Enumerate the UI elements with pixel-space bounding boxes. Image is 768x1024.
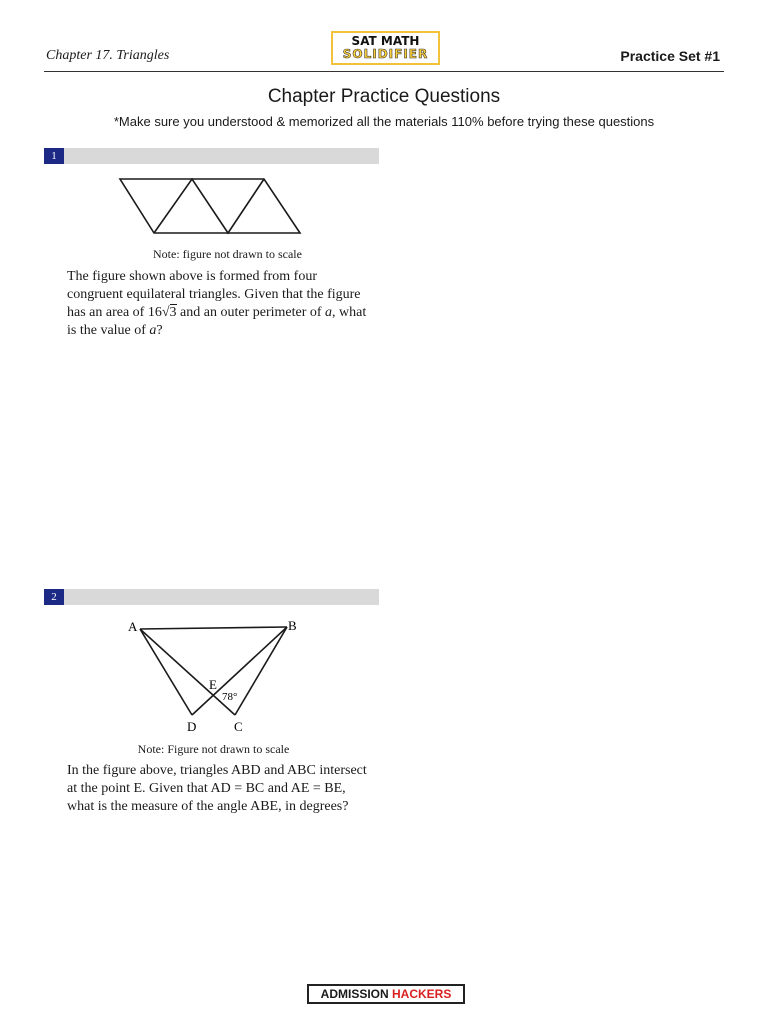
- question-1-text-part2: and an outer perimeter of: [176, 305, 326, 320]
- question-2-header-bar: [44, 589, 379, 605]
- angle-label: 78°: [222, 691, 238, 703]
- label-a: A: [128, 619, 138, 634]
- segment-ad: [140, 629, 192, 715]
- sqrt-expression: √3: [161, 305, 177, 320]
- chapter-label: Chapter 17. Triangles: [46, 48, 170, 63]
- label-d: D: [187, 719, 197, 734]
- sqrt-radicand: 3: [169, 305, 177, 320]
- label-c: C: [234, 719, 243, 734]
- question-2-text: In the figure above, triangles ABD and ABC intersect at the point E. Given that AD = BC and AE = BE, what is the measure of the angle ABE, in degrees?: [67, 763, 367, 814]
- figure-inner-zigzag: [154, 179, 264, 233]
- question-1-text-part3: , what is the value of: [67, 305, 367, 338]
- page-subtitle: *Make sure you understood & memorized all the materials 110% before trying these questions: [113, 114, 655, 129]
- segment-bc: [235, 627, 287, 715]
- footer-brand-part1: ADMISSION: [320, 987, 392, 1001]
- question-1-note: Note: figure not drawn to scale: [153, 247, 302, 261]
- segment-ac: [140, 629, 238, 715]
- question-1-number: 1: [44, 148, 64, 164]
- question-1-text-part1: The figure shown above is formed from four congruent equilateral triangles. Given that the figure has an area of 16: [67, 269, 361, 320]
- header-divider: [44, 71, 724, 72]
- question-1-header-bar: [44, 148, 379, 164]
- page-title: Chapter Practice Questions: [267, 86, 501, 107]
- question-1-text: [67, 268, 372, 340]
- footer-brand-part2: HACKERS: [392, 987, 452, 1001]
- logo-line1: SAT MATH: [351, 34, 420, 48]
- label-b: B: [288, 618, 297, 633]
- question-1-figure: [110, 172, 310, 238]
- question-2-note: Note: Figure not drawn to scale: [137, 742, 290, 756]
- question-2-number: 2: [44, 589, 64, 605]
- logo-line2: SOLIDIFIER: [342, 47, 429, 61]
- sat-math-solidifier-logo: [331, 31, 440, 65]
- question-2-figure: [120, 614, 310, 738]
- practice-set-label: Practice Set #1: [620, 48, 720, 64]
- segment-ab: [140, 627, 287, 629]
- label-e: E: [209, 677, 217, 692]
- admission-hackers-logo: [307, 984, 465, 1004]
- question-1-text-part4: ?: [156, 323, 163, 338]
- variable-a-second: a: [149, 323, 157, 338]
- segment-bd: [192, 627, 287, 715]
- variable-a: a: [325, 305, 333, 320]
